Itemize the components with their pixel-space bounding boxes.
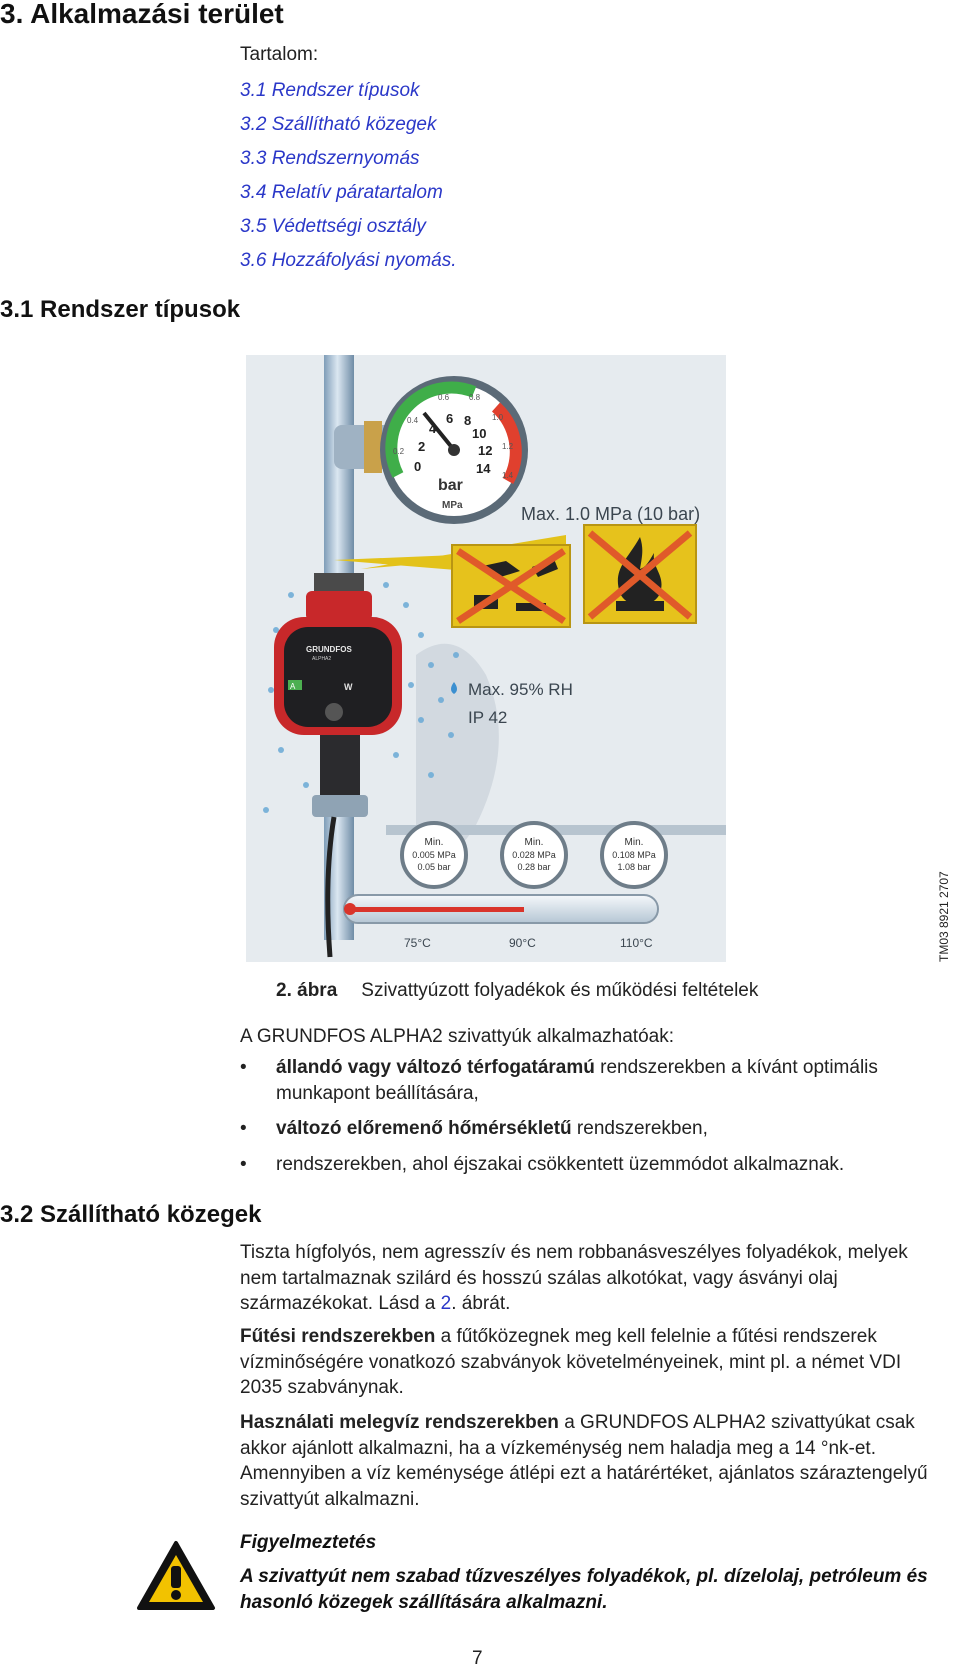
pump-model: ALPHA2 bbox=[312, 656, 332, 662]
pump-led-a: A bbox=[290, 682, 296, 691]
pump-unit: W bbox=[344, 682, 353, 692]
pump-operating-conditions-illustration bbox=[246, 355, 726, 962]
min-label: Min. bbox=[424, 837, 444, 848]
bullet-text: rendszerekben a kívánt optimális munkapont beállítására, bbox=[276, 1057, 878, 1104]
paragraph-text: . ábrát. bbox=[451, 1293, 511, 1315]
gauge-bar-tick: 12 bbox=[478, 443, 493, 458]
min-mpa: 0.108 MPa bbox=[612, 850, 656, 860]
pump-brand: GRUNDFOS bbox=[306, 645, 352, 654]
bullet-text: rendszerekben, bbox=[571, 1118, 708, 1140]
toc-label: Tartalom: bbox=[240, 44, 319, 65]
list-item bbox=[240, 1055, 940, 1106]
usage-bullet-list bbox=[240, 1055, 940, 1187]
gauge-bar-tick: 10 bbox=[472, 426, 487, 441]
gauge-mpa-tick: 0.2 bbox=[393, 447, 405, 456]
temp-label: 90°C bbox=[509, 936, 536, 950]
warning-text: A szivattyút nem szabad tűzveszélyes folyadékok, pl. dízelolaj, petróleum és hasonló közegek szállítására alkalmazni. bbox=[240, 1566, 928, 1613]
min-bar: 0.28 bar bbox=[517, 862, 551, 872]
gauge-bar-tick: 0 bbox=[414, 459, 422, 474]
media-paragraph-3 bbox=[240, 1410, 940, 1512]
subsection-title-media: 3.2 Szállítható közegek bbox=[0, 1201, 262, 1228]
ip-class-label: IP 42 bbox=[468, 708, 508, 727]
figure-caption bbox=[276, 980, 758, 1002]
gauge-bar-tick: 14 bbox=[476, 461, 491, 476]
paragraph-text: a fűtőközegnek meg kell felelnie a fűtési rendszerek vízminőségére vonatkozó szabványok követelményeinek, mint pl. a német VDI 2035 szabványnak. bbox=[240, 1326, 902, 1399]
paragraph-text: a GRUNDFOS ALPHA2 szivattyúkat csak akkor ajánlott alkalmazni, ha a vízkeménység nem haladja meg a 14 °nk-et. Amennyiben a víz keménysége átlépi ezt a határértéket, ajánlatos száraztengelyű szivattyút alkalmazni. bbox=[240, 1412, 928, 1510]
max-pressure-label: Max. 1.0 MPa (10 bar) bbox=[521, 504, 701, 524]
gauge-bar-tick: 2 bbox=[418, 439, 426, 454]
usage-intro: A GRUNDFOS ALPHA2 szivattyúk alkalmazhatóak: bbox=[240, 1026, 674, 1047]
min-label: Min. bbox=[524, 837, 544, 848]
min-label: Min. bbox=[624, 837, 644, 848]
toc-link-3-4[interactable]: 3.4 Relatív páratartalom bbox=[240, 182, 443, 203]
list-item bbox=[240, 1152, 940, 1178]
toc-link-3-6[interactable]: 3.6 Hozzáfolyási nyomás. bbox=[240, 250, 457, 271]
corrosive-prohibited-sign bbox=[452, 545, 570, 627]
media-paragraph-1 bbox=[240, 1240, 940, 1317]
warning-title: Figyelmeztetés bbox=[240, 1532, 377, 1553]
min-mpa: 0.005 MPa bbox=[412, 850, 456, 860]
gauge-unit-bar: bar bbox=[438, 477, 463, 494]
toc-link-3-3[interactable]: 3.3 Rendszernyomás bbox=[240, 148, 420, 169]
bullet-bold: változó előremenő hőmérsékletű bbox=[276, 1118, 572, 1140]
toc-link-3-2[interactable]: 3.2 Szállítható közegek bbox=[240, 114, 437, 135]
temp-label: 110°C bbox=[620, 936, 653, 950]
gauge-bar-tick: 4 bbox=[429, 421, 437, 436]
toc-link-3-1[interactable]: 3.1 Rendszer típusok bbox=[240, 80, 420, 101]
gauge-bar-tick: 8 bbox=[464, 413, 472, 428]
gauge-mpa-tick: 0.8 bbox=[469, 393, 481, 402]
media-paragraph-2 bbox=[240, 1324, 940, 1401]
min-mpa: 0.028 MPa bbox=[512, 850, 556, 860]
paragraph-bold: Használati melegvíz rendszerekben bbox=[240, 1412, 559, 1433]
gauge-mpa-tick: 0.6 bbox=[438, 393, 450, 402]
bullet-bold: állandó vagy változó térfogatáramú bbox=[276, 1057, 595, 1078]
figure-caption-text: Szivattyúzott folyadékok és működési feltételek bbox=[361, 980, 759, 1001]
toc-link-3-5[interactable]: 3.5 Védettségi osztály bbox=[240, 216, 426, 237]
temp-label: 75°C bbox=[404, 936, 431, 950]
paragraph-text: Tiszta hígfolyós, nem agresszív és nem robbanásveszélyes folyadékok, melyek nem tartalmaznak szilárd és hosszú szálas alkotókat, vagy ásványi olaj származékokat. Lásd a bbox=[240, 1242, 908, 1315]
gauge-mpa-tick: 1.2 bbox=[502, 442, 514, 451]
min-bar: 1.08 bar bbox=[617, 862, 651, 872]
pressure-gauge bbox=[380, 376, 528, 524]
humidity-label: Max. 95% RH bbox=[468, 680, 573, 699]
figure-caption-number: 2. ábra bbox=[276, 980, 338, 1001]
page-number: 7 bbox=[472, 1648, 483, 1669]
gauge-mpa-tick: 1.0 bbox=[492, 413, 504, 422]
list-item bbox=[240, 1116, 940, 1142]
figure-id: TM03 8921 2707 bbox=[937, 871, 951, 962]
gauge-unit-mpa: MPa bbox=[442, 500, 463, 511]
bullet-text: rendszerekben, ahol éjszakai csökkentett üzemmódot alkalmaznak. bbox=[276, 1153, 845, 1175]
section-title: 3. Alkalmazási terület bbox=[0, 0, 284, 29]
table-of-contents bbox=[240, 74, 457, 278]
subsection-title-system-types: 3.1 Rendszer típusok bbox=[0, 296, 241, 323]
paragraph-bold: Fűtési rendszerekben bbox=[240, 1326, 436, 1347]
gauge-bar-tick: 6 bbox=[446, 411, 454, 426]
gauge-mpa-tick: 1.4 bbox=[502, 471, 514, 480]
gauge-mpa-tick: 0.4 bbox=[407, 416, 419, 425]
flammable-prohibited-sign bbox=[584, 525, 696, 623]
min-bar: 0.05 bar bbox=[417, 862, 451, 872]
figure-reference-link[interactable]: 2 bbox=[440, 1293, 452, 1315]
warning-icon bbox=[136, 1540, 216, 1612]
